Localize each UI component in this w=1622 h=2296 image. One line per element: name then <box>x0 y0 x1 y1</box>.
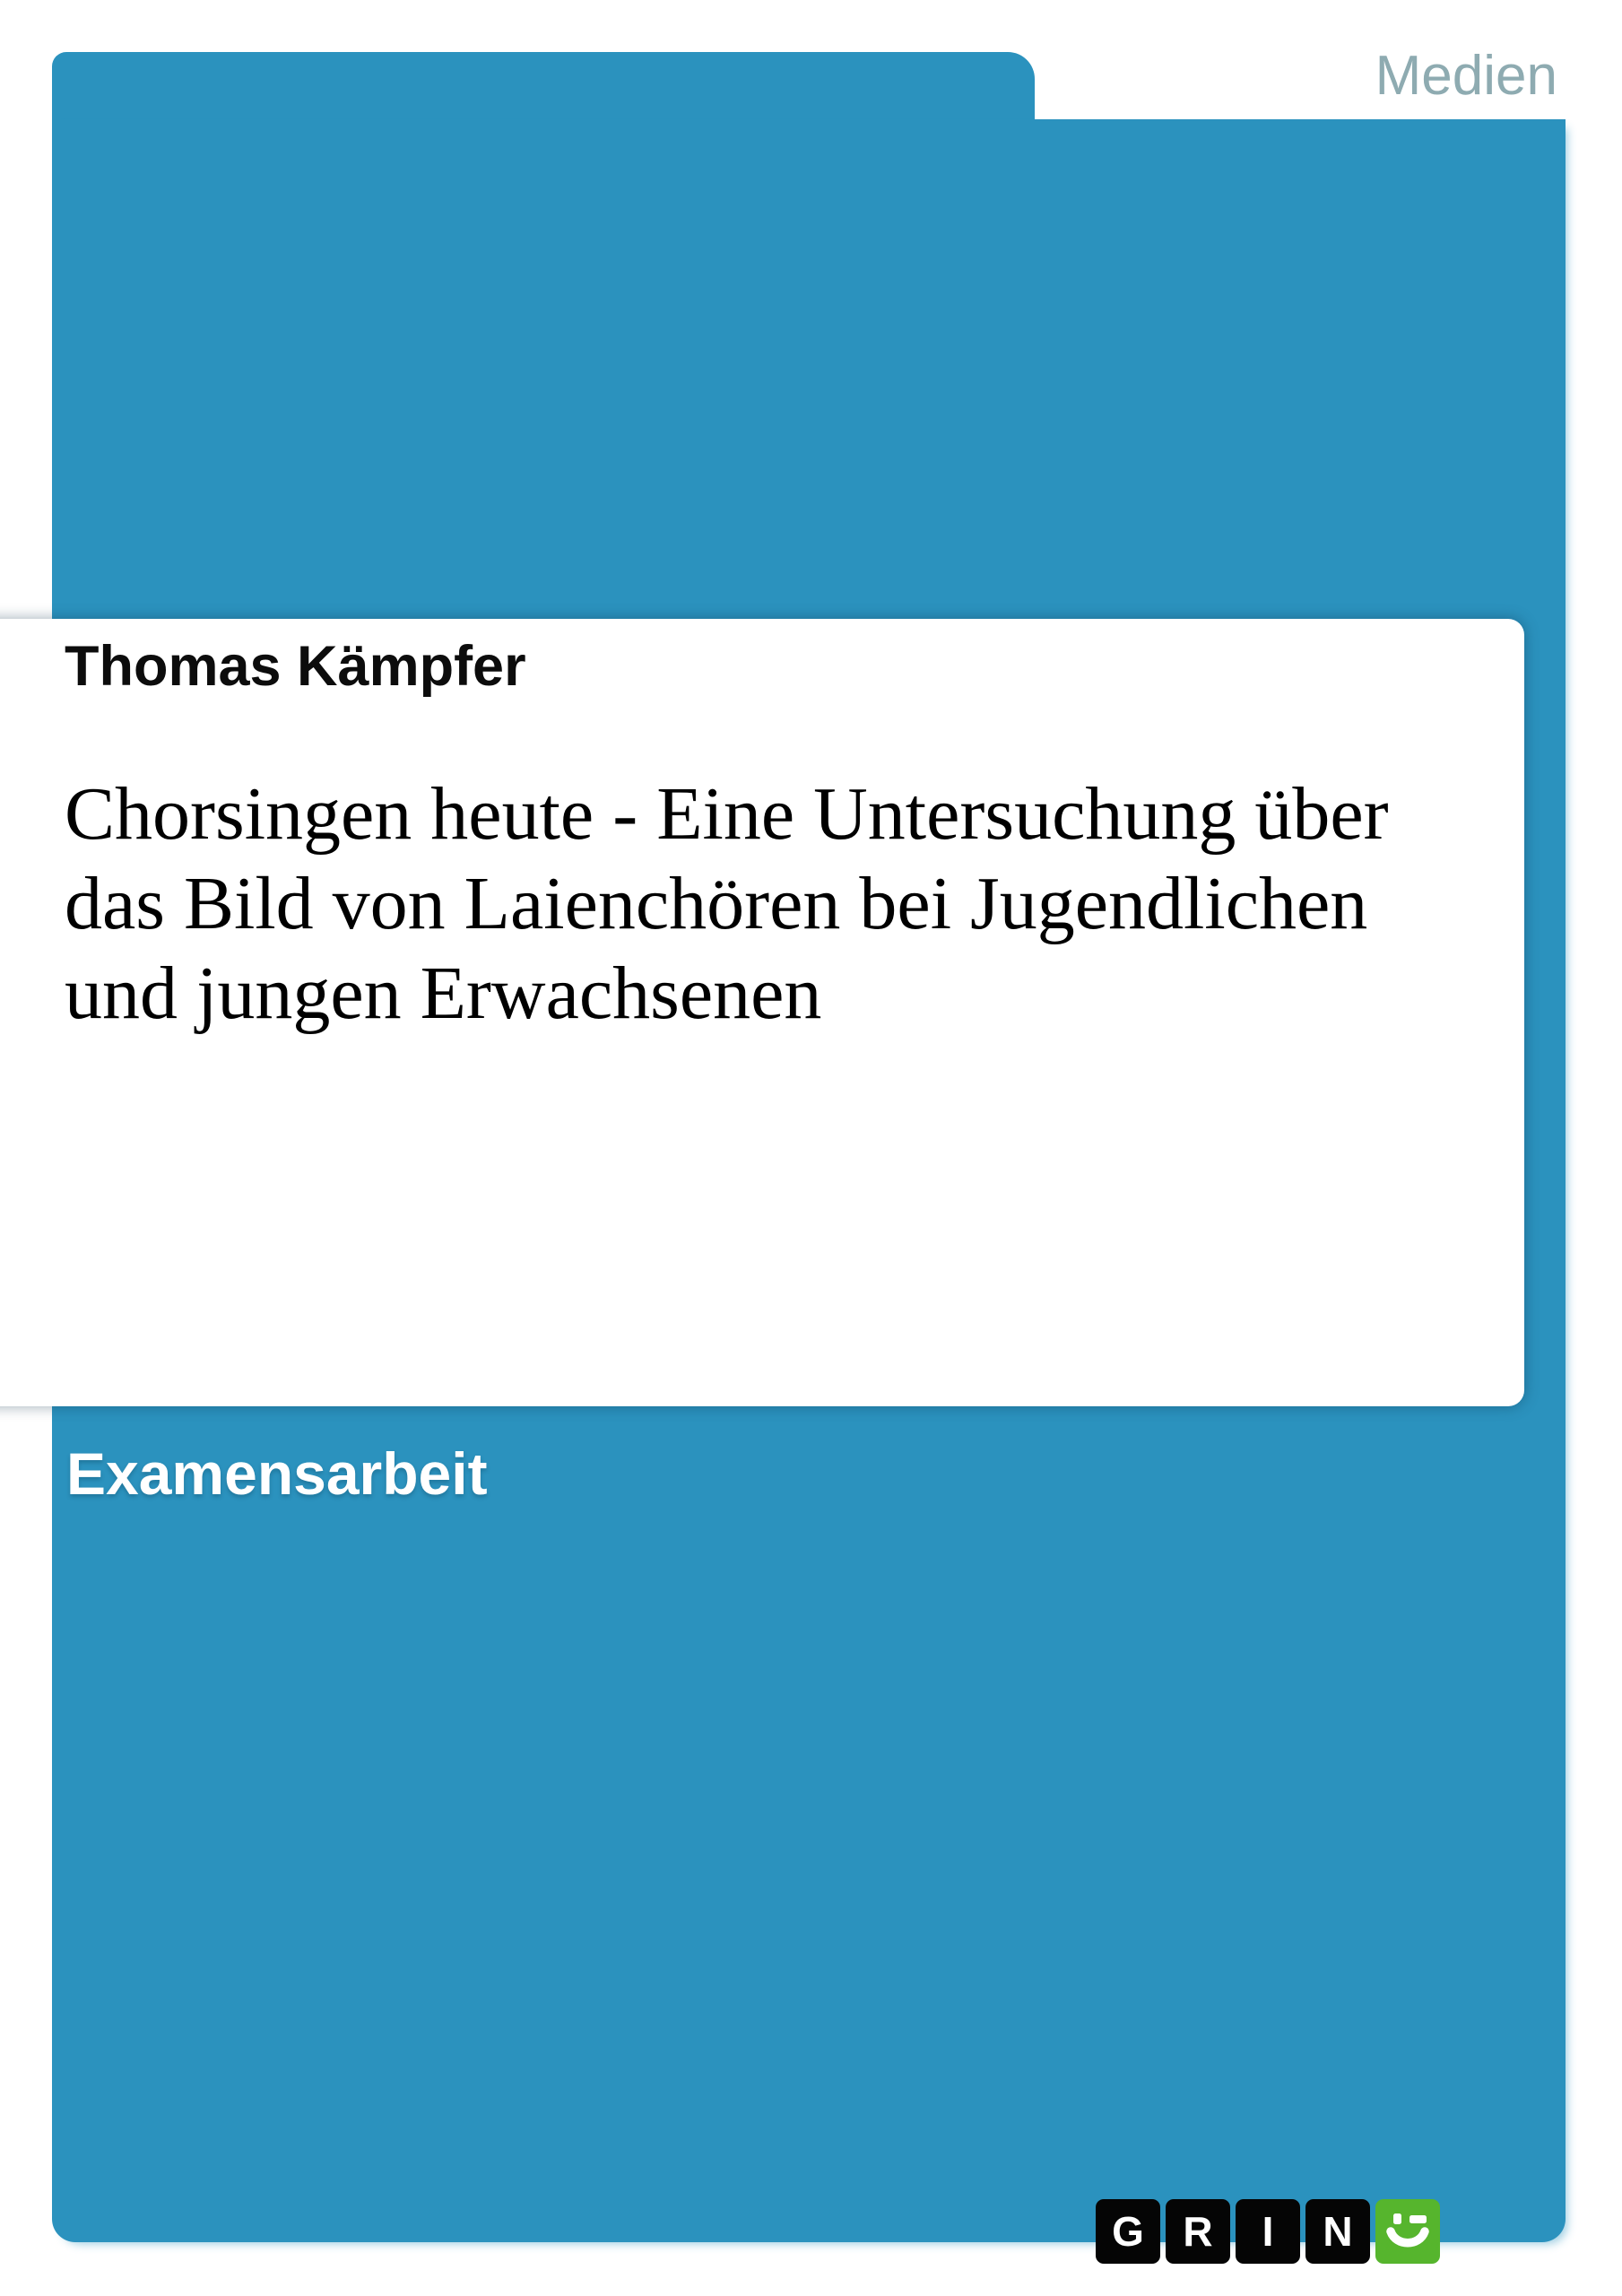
grin-logo-tile-r: R <box>1166 2199 1230 2264</box>
grin-logo-tile-i: I <box>1236 2199 1300 2264</box>
grin-logo-tile-g: G <box>1096 2199 1160 2264</box>
document-title-line-3: und jungen Erwachsenen <box>65 952 822 1035</box>
document-title <box>65 770 1389 1039</box>
document-type-label: Examensarbeit <box>66 1440 488 1507</box>
document-title-line-1: Chorsingen heute - Eine Untersuchung über <box>65 772 1389 856</box>
author-name: Thomas Kämpfer <box>65 635 526 698</box>
winking-smiley-icon <box>1375 2199 1440 2264</box>
document-title-line-2: das Bild von Laienchören bei Jugendlichen <box>65 862 1368 945</box>
title-card <box>0 619 1524 1406</box>
grin-logo <box>1096 2199 1440 2264</box>
grin-logo-tile-n: N <box>1305 2199 1370 2264</box>
category-label: Medien <box>1375 45 1557 107</box>
